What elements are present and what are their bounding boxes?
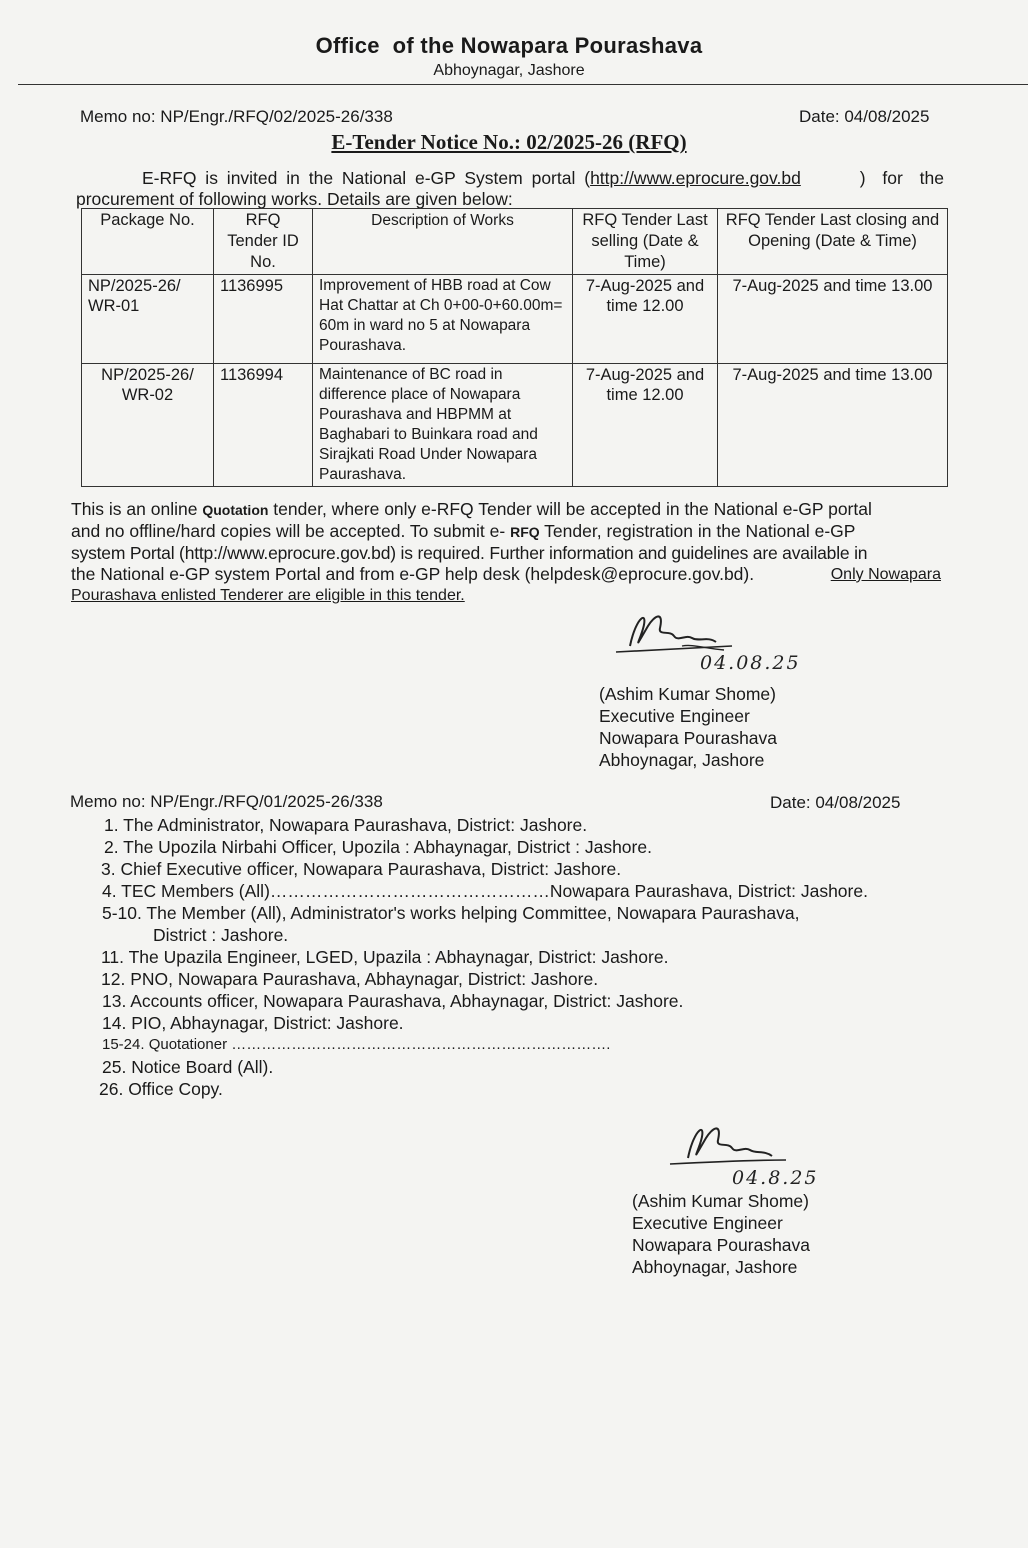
signatory-location: Abhoynagar, Jashore	[632, 1257, 798, 1277]
rfq-id-cell: 1136995	[214, 275, 313, 364]
list-item: 26. Office Copy.	[99, 1079, 223, 1099]
list-item: 12. PNO, Nowapara Paurashava, Abhaynagar, District: Jashore.	[101, 969, 599, 989]
rfq-id-cell: 1136994	[214, 364, 313, 487]
table-header-row	[82, 209, 948, 275]
list-item: 11. The Upazila Engineer, LGED, Upazila : Abhaynagar, District: Jashore.	[101, 947, 669, 967]
signatory-location: Abhoynagar, Jashore	[599, 750, 765, 770]
selling-cell: 7-Aug-2025 and time 12.00	[573, 364, 718, 487]
memo-date-2: Date: 04/08/2025	[770, 793, 901, 812]
col-rfq-id: RFQ Tender ID No.	[214, 209, 313, 275]
signatory-name: (Ashim Kumar Shome)	[599, 684, 776, 704]
body-text: This is an online	[71, 499, 203, 519]
body-text: the National e-GP system Portal and from e-GP help desk (helpdesk@eprocure.gov.bd).	[71, 564, 755, 584]
list-item: 13. Accounts officer, Nowapara Paurashava, Abhaynagar, District: Jashore.	[102, 991, 684, 1011]
col-closing: RFQ Tender Last closing and Opening (Date & Time)	[718, 209, 948, 275]
signature-2-date: 04.8.25	[732, 1167, 819, 1189]
closing-cell: 7-Aug-2025 and time 13.00	[718, 275, 948, 364]
office-title: Office of the Nowapara Pourashava	[315, 33, 703, 58]
list-item: 3. Chief Executive officer, Nowapara Paurashava, District: Jashore.	[101, 859, 622, 879]
body-paragraph	[71, 499, 941, 606]
list-item: 14. PIO, Abhaynagar, District: Jashore.	[102, 1013, 404, 1033]
signature-1-block	[599, 683, 777, 771]
list-item: 5-10. The Member (All), Administrator's works helping Committee, Nowapara Paurashava,	[102, 903, 800, 923]
rfq-word: RFQ	[510, 524, 540, 540]
body-text: Tender, registration in the National e-GP	[539, 521, 856, 541]
intro-line-2: procurement of following works. Details are given below:	[76, 189, 513, 209]
tender-table	[81, 208, 948, 487]
signatory-designation: Executive Engineer	[599, 706, 750, 726]
body-line-3: system Portal (http://www.eprocure.gov.bd) is required. Further information and guidelines are available in	[71, 543, 868, 563]
signatory-designation: Executive Engineer	[632, 1213, 783, 1233]
selling-cell: 7-Aug-2025 and time 12.00	[573, 275, 718, 364]
body-line-2	[71, 521, 941, 543]
list-item: District : Jashore.	[153, 925, 289, 945]
body-text: tender, where only e-RFQ Tender will be accepted in the National e-GP portal	[268, 499, 872, 519]
col-package-no: Package No.	[82, 209, 214, 275]
signatory-name: (Ashim Kumar Shome)	[632, 1191, 809, 1211]
memo-number-2: Memo no: NP/Engr./RFQ/01/2025-26/338	[70, 792, 383, 811]
office-subtitle: Abhoynagar, Jashore	[433, 62, 585, 79]
memo-date: Date: 04/08/2025	[799, 107, 930, 126]
list-item: 15-24. Quotationer ………………………………………………………………….	[102, 1036, 611, 1053]
intro-line-1	[142, 168, 944, 189]
description-cell: Improvement of HBB road at Cow Hat Chattar at Ch 0+00-0+60.00m= 60m in ward no 5 at Nowapara Pourashava.	[313, 275, 573, 364]
body-line-4	[71, 564, 941, 585]
signature-2-block	[632, 1190, 810, 1278]
intro-text-after: ) for the	[859, 168, 944, 188]
notice-title: E-Tender Notice No.: 02/2025-26 (RFQ)	[331, 130, 687, 154]
intro-text-before: E-RFQ is invited in the National e-GP System portal (	[142, 168, 591, 188]
list-item: 25. Notice Board (All).	[102, 1057, 274, 1077]
col-selling: RFQ Tender Last selling (Date & Time)	[573, 209, 718, 275]
eprocure-link[interactable]: http://www.eprocure.gov.bd	[590, 168, 801, 188]
table-row	[82, 364, 948, 487]
package-no-cell: NP/2025-26/ WR-01	[82, 275, 214, 364]
signatory-office: Nowapara Pourashava	[599, 728, 778, 748]
body-text: and no offline/hard copies will be accepted. To submit e-	[71, 521, 511, 541]
body-line-1	[71, 499, 941, 521]
distribution-list	[99, 814, 868, 1100]
header-divider	[18, 84, 1028, 85]
eligibility-note: Only Nowapara	[830, 566, 941, 583]
signature-1-date: 04.08.25	[700, 652, 801, 674]
eligibility-note-cont: Pourashava enlisted Tenderer are eligible in this tender.	[71, 587, 465, 604]
memo-number: Memo no: NP/Engr./RFQ/02/2025-26/338	[80, 107, 393, 126]
closing-cell: 7-Aug-2025 and time 13.00	[718, 364, 948, 487]
table-row	[82, 275, 948, 364]
list-item: 2. The Upozila Nirbahi Officer, Upozila : Abhaynagar, District : Jashore.	[104, 837, 652, 857]
signatory-office: Nowapara Pourashava	[632, 1235, 811, 1255]
list-item: 1. The Administrator, Nowapara Paurashava, District: Jashore.	[104, 815, 588, 835]
quotation-word: Quotation	[202, 502, 269, 518]
description-cell: Maintenance of BC road in difference place of Nowapara Pourashava and HBPMM at Baghabari to Buinkara road and Sirajkati Road Under Nowapara Paurashava.	[313, 364, 573, 487]
col-description: Description of Works	[313, 209, 573, 275]
intro-link-wrap	[590, 168, 944, 189]
package-no-cell: NP/2025-26/ WR-02	[82, 364, 214, 487]
list-item: 4. TEC Members (All)…………………………………………Nowapara Paurashava, District: Jashore.	[102, 881, 868, 901]
